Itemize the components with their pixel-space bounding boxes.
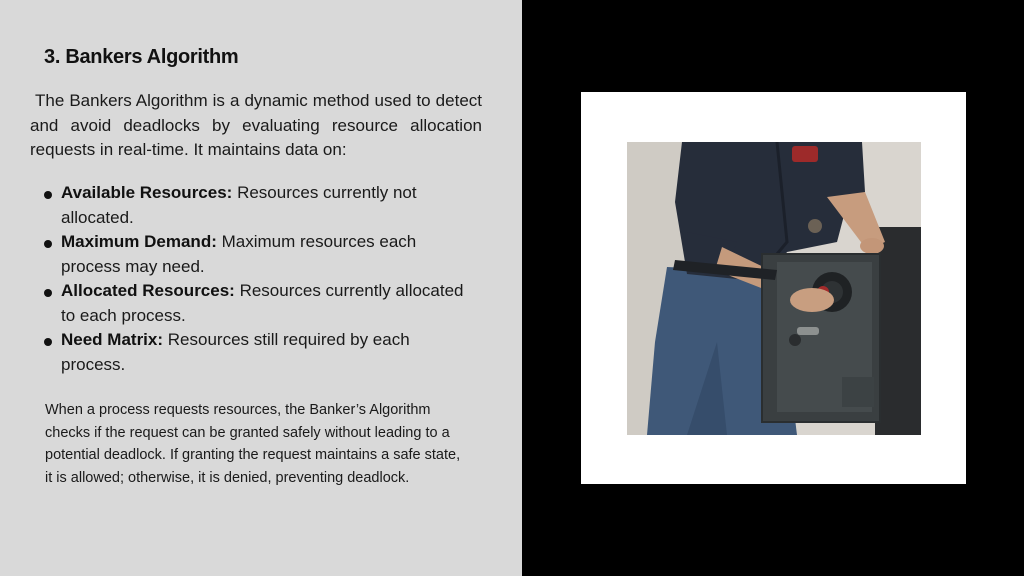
bullet-description: Resources currently not allocated. — [61, 183, 417, 227]
bullet-dot-icon — [44, 289, 52, 297]
bullet-list — [44, 181, 474, 377]
safe-photo-illustration — [627, 142, 921, 435]
bullet-description: Maximum resources each process may need. — [61, 232, 417, 276]
bullet-item-need-matrix — [44, 328, 474, 377]
bullet-dot-icon — [44, 240, 52, 248]
bullet-description: Resources still required by each process. — [61, 330, 410, 374]
bullet-item-maximum-demand — [44, 230, 474, 279]
bullet-item-allocated-resources — [44, 279, 474, 328]
closing-paragraph: When a process requests resources, the Banker’s Algorithm checks if the request can be granted safely without leading to a potential deadlock. If granting the request maintains a safe state, it is allowed; otherwise, it is denied, preventing deadlock. — [45, 402, 461, 486]
photo-frame — [581, 92, 966, 484]
bullet-term: Allocated Resources: — [61, 281, 235, 300]
safe-photo — [627, 142, 921, 435]
bullet-dot-icon — [44, 338, 52, 346]
intro-paragraph: The Bankers Algorithm is a dynamic method used to detect and avoid deadlocks by evaluating resource allocation requests in real-time. It maintains data on: — [30, 91, 482, 159]
bullet-item-available-resources — [44, 181, 474, 230]
bullet-description: Resources currently allocated to each process. — [61, 281, 464, 325]
bullet-term: Maximum Demand: — [61, 232, 217, 251]
bullet-term: Need Matrix: — [61, 330, 164, 349]
bullet-term: Available Resources: — [61, 183, 233, 202]
slide-title: 3. Bankers Algorithm — [44, 46, 239, 68]
bullet-dot-icon — [44, 191, 52, 199]
